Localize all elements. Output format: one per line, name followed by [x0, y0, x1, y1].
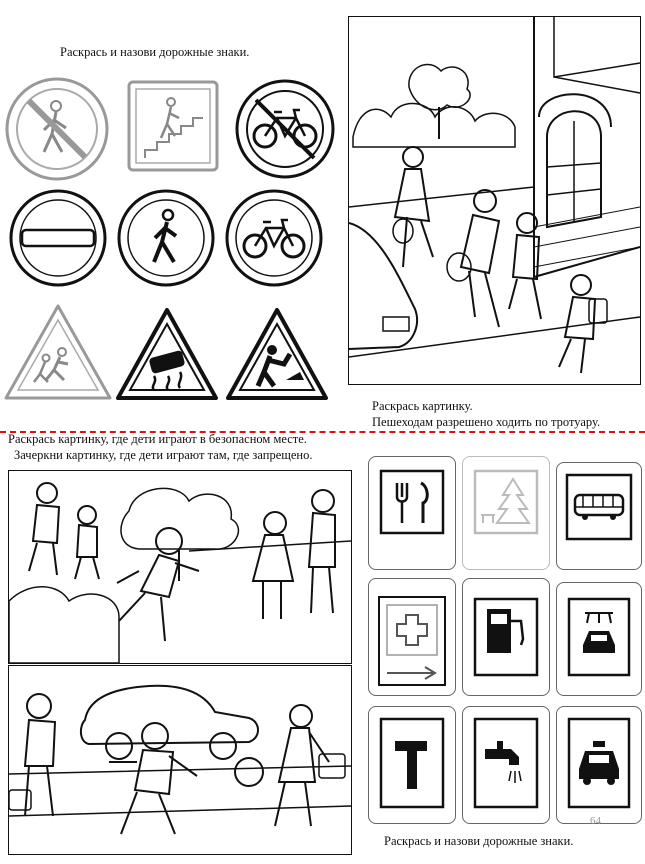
- bicycle-path-sign: [224, 188, 324, 288]
- food-point-sign: [368, 456, 456, 570]
- top-left-caption: Раскрась и назови дорожные знаки.: [60, 45, 250, 59]
- road-works-sign: [224, 306, 330, 402]
- play-caption-line2: Зачеркни картинку, где дети играют там, где запрещено.: [14, 448, 313, 462]
- unsafe-play-picture: [8, 665, 352, 855]
- first-aid-sign: [368, 578, 456, 696]
- car-repair-sign: [368, 706, 456, 824]
- gas-station-sign: [462, 578, 550, 696]
- underground-crossing-sign: [127, 80, 219, 172]
- rest-area-sign: [462, 456, 550, 570]
- street-picture: [348, 16, 641, 385]
- children-warning-sign: [2, 302, 114, 402]
- page-number: 64: [590, 815, 601, 827]
- play-caption-line1: Раскрась картинку, где дети играют в безопасном месте.: [8, 432, 307, 446]
- drinking-water-sign: [462, 706, 550, 824]
- bus-stop-sign: [556, 462, 642, 570]
- pedestrian-path-sign: [116, 188, 216, 288]
- safe-play-picture: [8, 470, 352, 664]
- bottom-right-caption: Раскрась и назови дорожные знаки.: [384, 834, 574, 848]
- street-caption-line1: Раскрась картинку.: [372, 399, 473, 413]
- taxi-stand-sign: [556, 706, 642, 824]
- car-wash-sign: [556, 582, 642, 696]
- no-pedestrians-sign: [4, 76, 110, 182]
- street-caption-line2: Пешеходам разрешено ходить по тротуару.: [372, 415, 601, 429]
- slippery-road-sign: [114, 306, 220, 402]
- no-bicycles-sign: [234, 78, 336, 180]
- no-entry-sign: [8, 188, 108, 288]
